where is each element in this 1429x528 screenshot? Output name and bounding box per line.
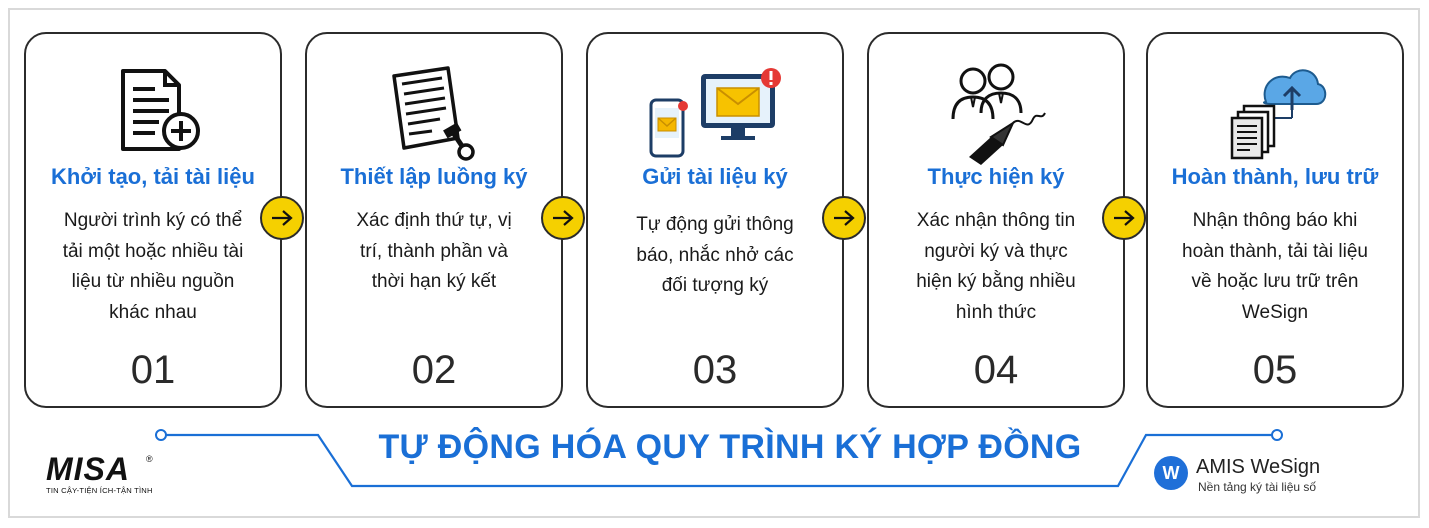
step-description: Xác định thứ tự, vị trí, thành phần và thời hạn ký kết bbox=[356, 210, 512, 292]
step-card-3 bbox=[586, 32, 844, 408]
step-number: 05 bbox=[1252, 348, 1298, 392]
step-number: 03 bbox=[692, 348, 738, 392]
registered-mark: ® bbox=[146, 454, 153, 464]
arrow-right-icon bbox=[822, 196, 866, 240]
banner-title: TỰ ĐỘNG HÓA QUY TRÌNH KÝ HỢP ĐỒNG bbox=[378, 428, 1082, 466]
misa-tagline: TIN CẬY-TIỆN ÍCH-TẬN TÌNH bbox=[46, 486, 153, 495]
arrow-right-icon bbox=[1102, 196, 1146, 240]
step-title: Thực hiện ký bbox=[927, 164, 1065, 189]
email-notification-icon bbox=[588, 56, 842, 168]
step-description: Nhận thông báo khi hoàn thành, tải tài liệu về hoặc lưu trữ trên WeSign bbox=[1182, 210, 1368, 323]
step-number: 04 bbox=[973, 348, 1019, 392]
step-title: Thiết lập luồng ký bbox=[340, 164, 528, 189]
step-card-1 bbox=[24, 32, 282, 408]
misa-logo-wordmark: MISA bbox=[46, 451, 130, 487]
step-number: 02 bbox=[411, 348, 457, 392]
step-card-5 bbox=[1146, 32, 1404, 408]
step-number: 01 bbox=[130, 348, 176, 392]
amis-tagline: Nền tảng ký tài liệu số bbox=[1198, 480, 1317, 494]
step-title: Hoàn thành, lưu trữ bbox=[1171, 164, 1379, 189]
step-title: Gửi tài liệu ký bbox=[642, 164, 788, 189]
wesign-logo-icon: W bbox=[1154, 456, 1188, 490]
step-description: Xác nhận thông tin người ký và thực hiện ký bằng nhiều hình thức bbox=[916, 210, 1076, 323]
step-card-4 bbox=[867, 32, 1125, 408]
step-description: Người trình ký có thể tải một hoặc nhiều tài liệu từ nhiều nguồn khác nhau bbox=[62, 210, 244, 323]
step-card-2 bbox=[305, 32, 563, 408]
people-pen-sign-icon bbox=[869, 56, 1123, 168]
amis-name: AMIS WeSign bbox=[1196, 456, 1321, 478]
step-description: Tự động gửi thông báo, nhắc nhở các đối tượng ký bbox=[636, 214, 794, 296]
arrow-right-icon bbox=[541, 196, 585, 240]
misa-logo bbox=[46, 452, 156, 500]
document-stamp-icon bbox=[307, 56, 561, 168]
document-add-icon bbox=[26, 56, 280, 168]
cloud-upload-documents-icon bbox=[1148, 56, 1402, 168]
step-title: Khởi tạo, tải tài liệu bbox=[51, 164, 255, 189]
arrow-right-icon bbox=[260, 196, 304, 240]
amis-wesign-logo bbox=[1152, 452, 1342, 496]
